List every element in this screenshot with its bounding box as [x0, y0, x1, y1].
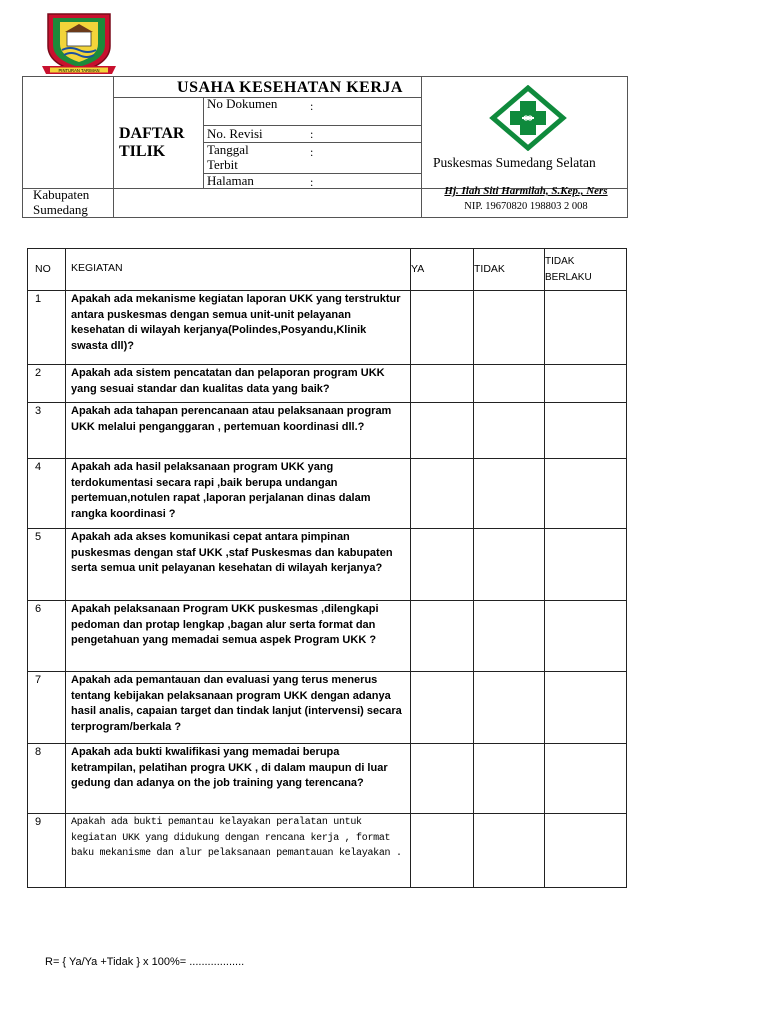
head-nip: NIP. 19670820 198803 2 008 [464, 201, 588, 212]
row-number-text: 3 [35, 405, 42, 417]
checkbox-tidak-cell[interactable] [474, 459, 545, 529]
document-type-line2: TILIK [119, 143, 166, 160]
header-tidak-berlaku-line1: TIDAK [545, 255, 575, 267]
field-tanggal: Tanggal [207, 142, 249, 157]
field-no-dokumen-colon: : [310, 99, 314, 113]
region-line2: Sumedang [33, 202, 88, 217]
row-number [28, 459, 66, 529]
document-header [22, 76, 628, 218]
puskesmas-logo-icon [489, 85, 567, 151]
checkbox-tidak-berlaku-cell[interactable] [545, 529, 627, 601]
checkbox-ya-cell[interactable] [411, 744, 474, 814]
checkbox-tidak-berlaku-cell[interactable] [545, 744, 627, 814]
table-header-row [28, 249, 627, 291]
row-number-text: 5 [35, 531, 42, 543]
row-number [28, 403, 66, 459]
checkbox-ya-cell[interactable] [411, 672, 474, 744]
field-tanggal-colon: : [310, 145, 314, 159]
document-type-line1: DAFTAR [119, 125, 185, 142]
document-title: USAHA KESEHATAN KERJA [177, 79, 403, 96]
table-row [28, 459, 627, 529]
checkbox-ya-cell[interactable] [411, 601, 474, 672]
row-kegiatan: Apakah ada bukti pemantau kelayakan peralatan untuk kegiatan UKK yang didukung dengan rencana kerja , format baku mekanisme dan alur pelaksanaan pemantauan kelayakan . [66, 814, 411, 888]
checkbox-tidak-berlaku-cell[interactable] [545, 814, 627, 888]
checkbox-tidak-berlaku-cell[interactable] [545, 403, 627, 459]
field-halaman: Halaman [207, 173, 254, 188]
field-no-revisi: No. Revisi [207, 126, 263, 141]
checkbox-tidak-berlaku-cell[interactable] [545, 459, 627, 529]
row-number [28, 291, 66, 365]
facility-name: Puskesmas Sumedang Selatan [433, 155, 596, 170]
head-name: Hj. Ilah Siti Harmilah, S.Kep., Ners [444, 185, 608, 197]
row-number-text: 1 [35, 293, 42, 305]
table-row [28, 365, 627, 403]
row-number-text: 2 [35, 367, 42, 379]
row-number-text: 8 [35, 746, 42, 758]
checkbox-tidak-cell[interactable] [474, 814, 545, 888]
regional-logo [40, 8, 118, 78]
checkbox-tidak-berlaku-cell[interactable] [545, 291, 627, 365]
table-row [28, 403, 627, 459]
header-tidak-berlaku [545, 249, 627, 291]
field-halaman-colon: : [310, 175, 314, 189]
row-kegiatan: Apakah ada mekanisme kegiatan laporan UKK yang terstruktur antara puskesmas dengan semua unit-unit pelayanan kesehatan di wilayah kerjanya(Polindes,Posyandu,Klinik swasta dll)? [66, 291, 411, 365]
document-type [119, 125, 184, 161]
header-no: NO [28, 249, 66, 291]
checkbox-tidak-cell[interactable] [474, 529, 545, 601]
checkbox-tidak-cell[interactable] [474, 403, 545, 459]
checkbox-ya-cell[interactable] [411, 459, 474, 529]
row-kegiatan: Apakah ada tahapan perencanaan atau pelaksanaan program UKK melalui penganggaran , pertemuan koordinasi dll.? [66, 403, 411, 459]
header-kegiatan: KEGIATAN [66, 249, 411, 291]
row-number-text: 4 [35, 461, 42, 473]
region-line1: Kabupaten [33, 187, 90, 202]
row-number [28, 744, 66, 814]
table-row [28, 291, 627, 365]
table-row [28, 529, 627, 601]
table-row [28, 672, 627, 744]
row-number [28, 365, 66, 403]
checkbox-tidak-berlaku-cell[interactable] [545, 601, 627, 672]
row-kegiatan: Apakah ada sistem pencatatan dan pelaporan program UKK yang sesuai standar dan kualitas data yang baik? [66, 365, 411, 403]
row-kegiatan: Apakah ada akses komunikasi cepat antara pimpinan puskesmas dengan staf UKK ,staf Puskesmas dan kabupaten serta semua unit pelayanan kesehatan di wilayah kerjanya? [66, 529, 411, 601]
checkbox-ya-cell[interactable] [411, 529, 474, 601]
row-number-text: 9 [35, 816, 42, 828]
row-number [28, 529, 66, 601]
row-number [28, 601, 66, 672]
header-tidak: TIDAK [474, 249, 545, 291]
checkbox-tidak-cell[interactable] [474, 365, 545, 403]
row-number [28, 672, 66, 744]
score-formula: R= { Ya/Ya +Tidak } x 100%= .................. [45, 956, 245, 968]
checkbox-tidak-cell[interactable] [474, 601, 545, 672]
checkbox-ya-cell[interactable] [411, 403, 474, 459]
row-kegiatan: Apakah pelaksanaan Program UKK puskesmas ,dilengkapi pedoman dan protap lengkap ,bagan alur serta format dan pengetahuan yang memadai semua aspek Program UKK ? [66, 601, 411, 672]
checkbox-ya-cell[interactable] [411, 291, 474, 365]
header-tidak-berlaku-line2: BERLAKU [545, 271, 592, 283]
field-no-revisi-colon: : [310, 127, 314, 141]
logo-banner-text: PINTURAN TARIMAN [58, 68, 100, 73]
table-row [28, 744, 627, 814]
row-kegiatan: Apakah ada pemantauan dan evaluasi yang terus menerus tentang kebijakan pelaksanaan program UKK dengan adanya hasil analis, capaian target dan tindak lanjut (intervensi) secara terprogram/berkala ? [66, 672, 411, 744]
checkbox-ya-cell[interactable] [411, 814, 474, 888]
row-kegiatan: Apakah ada bukti kwalifikasi yang memadai berupa ketrampilan, pelatihan progra UKK , di dalam maupun di luar gedung dan adanya on the job training yang terencana? [66, 744, 411, 814]
row-number-text: 6 [35, 603, 42, 615]
table-row [28, 601, 627, 672]
checkbox-tidak-cell[interactable] [474, 744, 545, 814]
checklist-table [27, 248, 627, 888]
region-label [33, 187, 89, 217]
row-kegiatan: Apakah ada hasil pelaksanaan program UKK yang terdokumentasi secara rapi ,baik berupa undangan pertemuan,notulen rapat ,laporan perjalanan dinas dalam rangka koordinasi ? [66, 459, 411, 529]
checkbox-tidak-cell[interactable] [474, 672, 545, 744]
header-ya: YA [411, 249, 474, 291]
checkbox-tidak-berlaku-cell[interactable] [545, 672, 627, 744]
checkbox-ya-cell[interactable] [411, 365, 474, 403]
row-number-text: 7 [35, 674, 42, 686]
field-no-dokumen: No Dokumen [207, 96, 278, 111]
table-row [28, 814, 627, 888]
checkbox-tidak-cell[interactable] [474, 291, 545, 365]
field-terbit: Terbit [207, 157, 238, 172]
row-number [28, 814, 66, 888]
checkbox-tidak-berlaku-cell[interactable] [545, 365, 627, 403]
